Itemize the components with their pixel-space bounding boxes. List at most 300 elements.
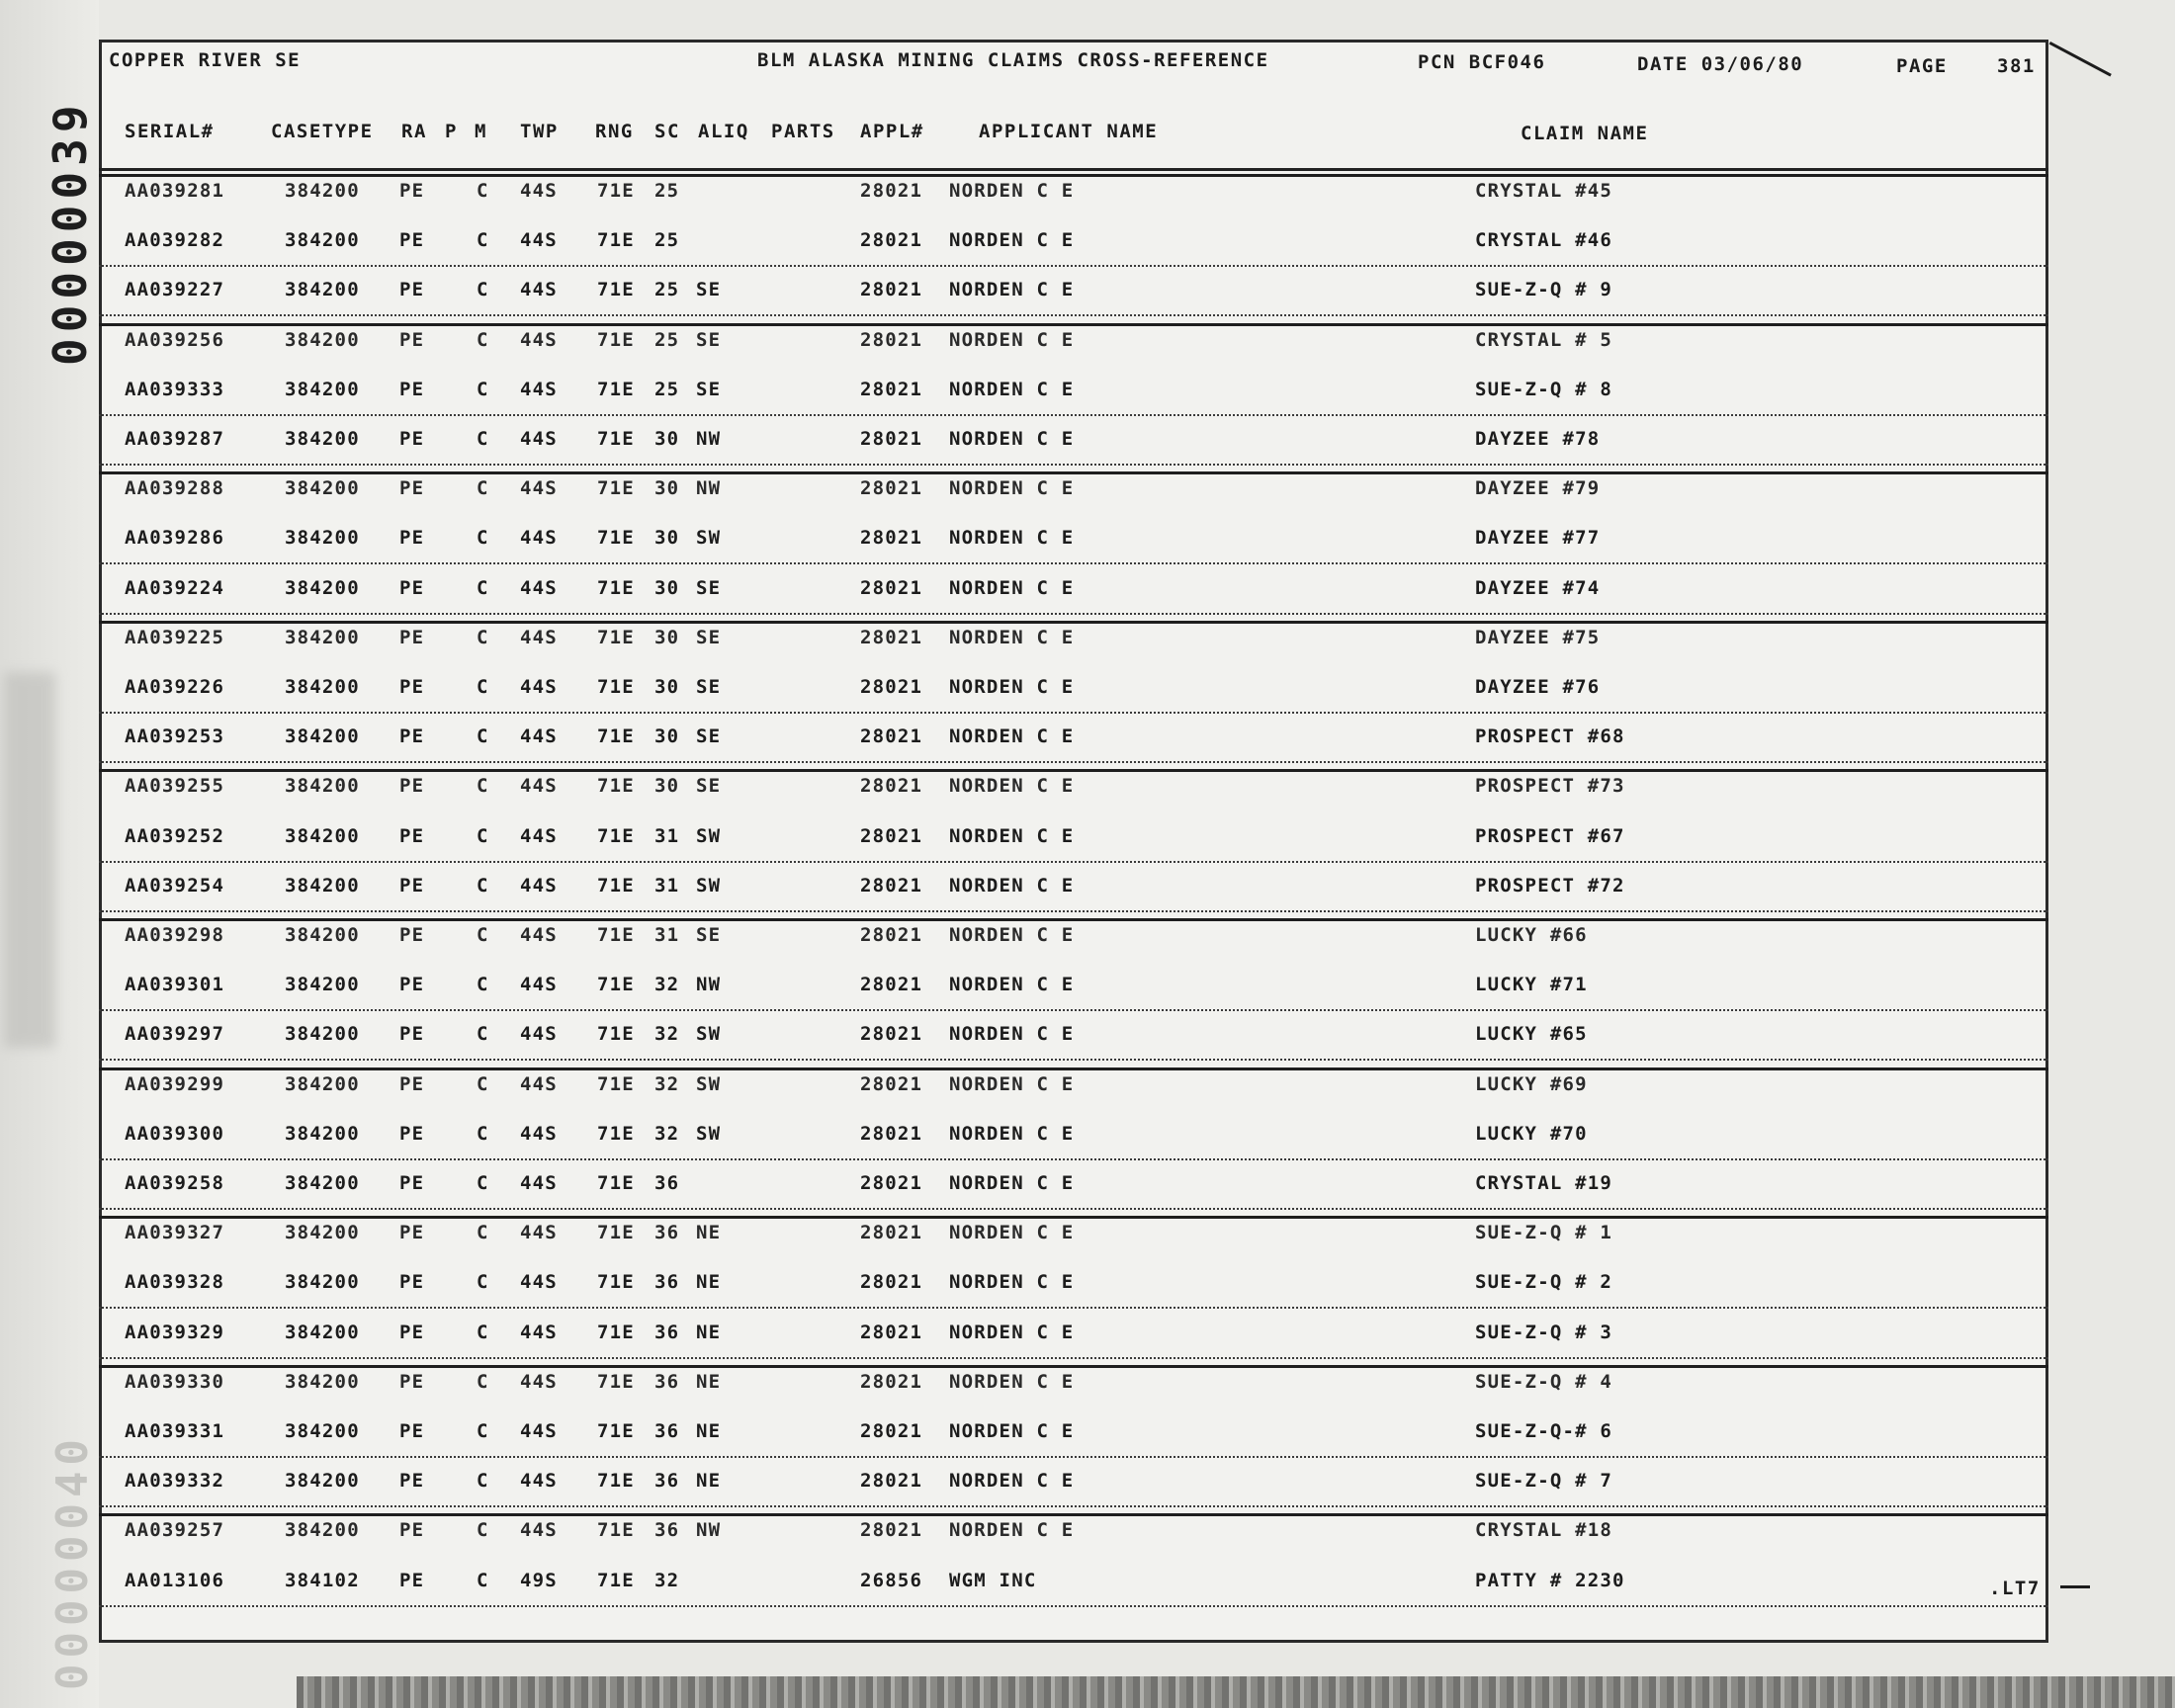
casetype-cell: 384200 (285, 328, 360, 351)
aliq-cell: SE (696, 924, 722, 946)
serial-cell: AA039256 (125, 328, 225, 351)
sc-cell: 30 (654, 428, 680, 450)
rng-cell: 71E (597, 1470, 635, 1493)
casetype-cell: 384200 (285, 1222, 360, 1244)
twp-cell: 44S (520, 1172, 558, 1194)
aliq-cell: SW (696, 824, 722, 847)
m-cell: C (477, 1023, 489, 1046)
claim-name-cell: DAYZEE #77 (1475, 527, 1601, 550)
serial-cell: AA039288 (125, 477, 225, 500)
applicant-name-cell: NORDEN C E (949, 626, 1075, 648)
applicant-name-cell: NORDEN C E (949, 1470, 1075, 1493)
sc-cell: 30 (654, 676, 680, 698)
twp-cell: 44S (520, 428, 558, 450)
appl-cell: 28021 (860, 1420, 923, 1442)
rng-cell: 71E (597, 1321, 635, 1343)
twp-cell: 44S (520, 924, 558, 946)
m-cell: C (477, 775, 489, 798)
serial-cell: AA039224 (125, 576, 225, 599)
table-row (99, 1409, 2048, 1458)
ra-cell: PE (399, 1122, 425, 1145)
rng-cell: 71E (597, 1172, 635, 1194)
sc-cell: 25 (654, 229, 680, 252)
twp-cell: 44S (520, 1222, 558, 1244)
claim-name-cell: DAYZEE #79 (1475, 477, 1601, 500)
m-cell: C (477, 576, 489, 599)
casetype-cell: 384200 (285, 576, 360, 599)
m-cell: C (477, 477, 489, 500)
claim-name-cell: LUCKY #70 (1475, 1122, 1588, 1145)
applicant-name-cell: NORDEN C E (949, 527, 1075, 550)
sc-cell: 36 (654, 1420, 680, 1442)
aliq-cell: NE (696, 1321, 722, 1343)
m-cell: C (477, 1321, 489, 1343)
aliq-cell: SW (696, 527, 722, 550)
sc-cell: 25 (654, 180, 680, 202)
twp-cell: 44S (520, 775, 558, 798)
sc-cell: 32 (654, 974, 680, 996)
appl-cell: 28021 (860, 1072, 923, 1095)
m-cell: C (477, 1271, 489, 1294)
serial-cell: AA039333 (125, 378, 225, 400)
aliq-cell: NW (696, 974, 722, 996)
appl-cell: 28021 (860, 1122, 923, 1145)
claim-name-cell: CRYSTAL #45 (1475, 180, 1613, 202)
claim-name-cell: PROSPECT #67 (1475, 824, 1625, 847)
sc-cell: 31 (654, 924, 680, 946)
claim-name-cell: SUE-Z-Q # 3 (1475, 1321, 1613, 1343)
col-applicant-name: APPLICANT NAME (979, 121, 1159, 142)
aliq-cell: SW (696, 1023, 722, 1046)
appl-cell: 28021 (860, 279, 923, 301)
table-row (99, 1160, 2048, 1210)
rng-cell: 71E (597, 775, 635, 798)
m-cell: C (477, 279, 489, 301)
rng-cell: 71E (597, 279, 635, 301)
rng-cell: 71E (597, 1569, 635, 1591)
ra-cell: PE (399, 924, 425, 946)
rng-cell: 71E (597, 824, 635, 847)
m-cell: C (477, 824, 489, 847)
claim-name-cell: DAYZEE #78 (1475, 428, 1601, 450)
m-cell: C (477, 428, 489, 450)
twp-cell: 44S (520, 1321, 558, 1343)
rng-cell: 71E (597, 527, 635, 550)
table-row (99, 714, 2048, 763)
sc-cell: 36 (654, 1222, 680, 1244)
table-row (99, 1062, 2048, 1111)
aliq-cell: NW (696, 1519, 722, 1542)
aliq-cell: SE (696, 328, 722, 351)
m-cell: C (477, 1470, 489, 1493)
applicant-name-cell: NORDEN C E (949, 1271, 1075, 1294)
twp-cell: 44S (520, 527, 558, 550)
casetype-cell: 384200 (285, 775, 360, 798)
casetype-cell: 384200 (285, 1023, 360, 1046)
report-pcn: PCN BCF046 (1418, 51, 1546, 73)
serial-cell: AA039258 (125, 1172, 225, 1194)
serial-cell: AA039331 (125, 1420, 225, 1442)
table-row (99, 1259, 2048, 1309)
casetype-cell: 384200 (285, 1470, 360, 1493)
ra-cell: PE (399, 180, 425, 202)
sc-cell: 31 (654, 824, 680, 847)
table-row (99, 763, 2048, 812)
appl-cell: 28021 (860, 576, 923, 599)
twp-cell: 44S (520, 279, 558, 301)
appl-cell: 28021 (860, 477, 923, 500)
applicant-name-cell: NORDEN C E (949, 378, 1075, 400)
applicant-name-cell: NORDEN C E (949, 328, 1075, 351)
appl-cell: 28021 (860, 1470, 923, 1493)
applicant-name-cell: NORDEN C E (949, 1222, 1075, 1244)
claim-name-cell: PROSPECT #68 (1475, 726, 1625, 748)
rng-cell: 71E (597, 924, 635, 946)
twp-cell: 44S (520, 1023, 558, 1046)
appl-cell: 28021 (860, 527, 923, 550)
casetype-cell: 384200 (285, 1122, 360, 1145)
table-row (99, 1507, 2048, 1557)
table-row (99, 664, 2048, 714)
twp-cell: 44S (520, 974, 558, 996)
sc-cell: 30 (654, 726, 680, 748)
rng-cell: 71E (597, 1122, 635, 1145)
table-row (99, 1011, 2048, 1061)
m-cell: C (477, 726, 489, 748)
serial-cell: AA039257 (125, 1519, 225, 1542)
m-cell: C (477, 1370, 489, 1393)
casetype-cell: 384200 (285, 428, 360, 450)
table-row (99, 863, 2048, 912)
claim-name-cell: CRYSTAL #18 (1475, 1519, 1613, 1542)
twp-cell: 44S (520, 1519, 558, 1542)
ra-cell: PE (399, 428, 425, 450)
claim-name-cell: SUE-Z-Q # 7 (1475, 1470, 1613, 1493)
appl-cell: 28021 (860, 229, 923, 252)
ra-cell: PE (399, 1420, 425, 1442)
m-cell: C (477, 328, 489, 351)
aliq-cell: NW (696, 477, 722, 500)
page-label: PAGE (1896, 55, 1948, 77)
margin-dash (2060, 1585, 2090, 1588)
m-cell: C (477, 1122, 489, 1145)
claim-name-cell: PATTY # 2230 (1475, 1569, 1625, 1591)
casetype-cell: 384102 (285, 1569, 360, 1591)
rng-cell: 71E (597, 874, 635, 897)
ra-cell: PE (399, 1023, 425, 1046)
col-casetype: CASETYPE (271, 121, 374, 142)
sc-cell: 30 (654, 626, 680, 648)
table-row (99, 317, 2048, 367)
ra-cell: PE (399, 1321, 425, 1343)
ra-cell: PE (399, 477, 425, 500)
appl-cell: 28021 (860, 726, 923, 748)
sc-cell: 25 (654, 378, 680, 400)
twp-cell: 44S (520, 328, 558, 351)
col-rng: RNG (595, 121, 634, 142)
m-cell: C (477, 924, 489, 946)
applicant-name-cell: NORDEN C E (949, 1519, 1075, 1542)
casetype-cell: 384200 (285, 1519, 360, 1542)
m-cell: C (477, 1172, 489, 1194)
ra-cell: PE (399, 1470, 425, 1493)
claim-name-cell: LUCKY #66 (1475, 924, 1588, 946)
table-row (99, 267, 2048, 316)
serial-cell: AA013106 (125, 1569, 225, 1591)
casetype-cell: 384200 (285, 378, 360, 400)
table-row (99, 367, 2048, 416)
rng-cell: 71E (597, 726, 635, 748)
twp-cell: 44S (520, 180, 558, 202)
col-p: P (445, 121, 458, 142)
applicant-name-cell: NORDEN C E (949, 428, 1075, 450)
aliq-cell: SE (696, 775, 722, 798)
table-row (99, 615, 2048, 664)
applicant-name-cell: NORDEN C E (949, 1420, 1075, 1442)
appl-cell: 28021 (860, 1519, 923, 1542)
table-row (99, 1558, 2048, 1607)
appl-cell: 28021 (860, 378, 923, 400)
serial-cell: AA039227 (125, 279, 225, 301)
serial-cell: AA039301 (125, 974, 225, 996)
serial-cell: AA039300 (125, 1122, 225, 1145)
ra-cell: PE (399, 676, 425, 698)
side-stamp-bottom: 00000040 (47, 1433, 98, 1690)
rng-cell: 71E (597, 477, 635, 500)
appl-cell: 28021 (860, 180, 923, 202)
table-row (99, 217, 2048, 267)
sc-cell: 36 (654, 1172, 680, 1194)
sc-cell: 25 (654, 279, 680, 301)
aliq-cell: NE (696, 1470, 722, 1493)
serial-cell: AA039225 (125, 626, 225, 648)
aliq-cell: SW (696, 1122, 722, 1145)
casetype-cell: 384200 (285, 924, 360, 946)
m-cell: C (477, 229, 489, 252)
ra-cell: PE (399, 576, 425, 599)
ra-cell: PE (399, 775, 425, 798)
serial-cell: AA039330 (125, 1370, 225, 1393)
casetype-cell: 384200 (285, 1172, 360, 1194)
aliq-cell: SW (696, 874, 722, 897)
ra-cell: PE (399, 1072, 425, 1095)
rng-cell: 71E (597, 1370, 635, 1393)
aliq-cell: SE (696, 378, 722, 400)
scan-bottom-strip (297, 1676, 2175, 1708)
aliq-cell: NE (696, 1222, 722, 1244)
serial-cell: AA039286 (125, 527, 225, 550)
applicant-name-cell: NORDEN C E (949, 1122, 1075, 1145)
claim-name-cell: CRYSTAL #46 (1475, 229, 1613, 252)
twp-cell: 44S (520, 1370, 558, 1393)
ra-cell: PE (399, 1370, 425, 1393)
serial-cell: AA039332 (125, 1470, 225, 1493)
ra-cell: PE (399, 279, 425, 301)
casetype-cell: 384200 (285, 1321, 360, 1343)
table-row (99, 416, 2048, 466)
ra-cell: PE (399, 1519, 425, 1542)
m-cell: C (477, 1569, 489, 1591)
appl-cell: 28021 (860, 824, 923, 847)
casetype-cell: 384200 (285, 527, 360, 550)
sc-cell: 36 (654, 1470, 680, 1493)
appl-cell: 28021 (860, 1023, 923, 1046)
applicant-name-cell: NORDEN C E (949, 824, 1075, 847)
ra-cell: PE (399, 626, 425, 648)
casetype-cell: 384200 (285, 229, 360, 252)
rng-cell: 71E (597, 1023, 635, 1046)
sc-cell: 31 (654, 874, 680, 897)
serial-cell: AA039329 (125, 1321, 225, 1343)
rng-cell: 71E (597, 1072, 635, 1095)
twp-cell: 44S (520, 378, 558, 400)
applicant-name-cell: NORDEN C E (949, 1072, 1075, 1095)
ra-cell: PE (399, 229, 425, 252)
appl-cell: 26856 (860, 1569, 923, 1591)
serial-cell: AA039253 (125, 726, 225, 748)
sc-cell: 32 (654, 1072, 680, 1095)
appl-cell: 28021 (860, 874, 923, 897)
twp-cell: 44S (520, 1271, 558, 1294)
applicant-name-cell: NORDEN C E (949, 576, 1075, 599)
serial-cell: AA039226 (125, 676, 225, 698)
serial-cell: AA039327 (125, 1222, 225, 1244)
claim-name-cell: DAYZEE #76 (1475, 676, 1601, 698)
appl-cell: 28021 (860, 626, 923, 648)
casetype-cell: 384200 (285, 974, 360, 996)
rng-cell: 71E (597, 229, 635, 252)
sc-cell: 32 (654, 1569, 680, 1591)
appl-cell: 28021 (860, 924, 923, 946)
col-sc: SC (654, 121, 680, 142)
ra-cell: PE (399, 1222, 425, 1244)
aliq-cell: SE (696, 676, 722, 698)
page-number: 381 (1997, 55, 2036, 77)
sc-cell: 36 (654, 1271, 680, 1294)
m-cell: C (477, 1420, 489, 1442)
table-row (99, 1458, 2048, 1507)
appl-cell: 28021 (860, 1370, 923, 1393)
col-claim-name: CLAIM NAME (1521, 123, 1649, 144)
casetype-cell: 384200 (285, 874, 360, 897)
twp-cell: 44S (520, 874, 558, 897)
applicant-name-cell: NORDEN C E (949, 874, 1075, 897)
col-twp: TWP (520, 121, 559, 142)
appl-cell: 28021 (860, 428, 923, 450)
casetype-cell: 384200 (285, 1072, 360, 1095)
claim-name-cell: SUE-Z-Q # 8 (1475, 378, 1613, 400)
rng-cell: 71E (597, 626, 635, 648)
corner-mark (2049, 42, 2112, 77)
applicant-name-cell: NORDEN C E (949, 775, 1075, 798)
applicant-name-cell: NORDEN C E (949, 229, 1075, 252)
ra-cell: PE (399, 1172, 425, 1194)
col-ra: RA (401, 121, 427, 142)
aliq-cell: NE (696, 1420, 722, 1442)
twp-cell: 44S (520, 676, 558, 698)
rng-cell: 71E (597, 180, 635, 202)
aliq-cell: SW (696, 1072, 722, 1095)
sc-cell: 25 (654, 328, 680, 351)
claim-name-cell: LUCKY #69 (1475, 1072, 1588, 1095)
sc-cell: 36 (654, 1370, 680, 1393)
table-row (99, 466, 2048, 515)
applicant-name-cell: NORDEN C E (949, 676, 1075, 698)
applicant-name-cell: NORDEN C E (949, 1321, 1075, 1343)
m-cell: C (477, 378, 489, 400)
appl-cell: 28021 (860, 1172, 923, 1194)
serial-cell: AA039299 (125, 1072, 225, 1095)
m-cell: C (477, 1222, 489, 1244)
m-cell: C (477, 527, 489, 550)
appl-cell: 28021 (860, 974, 923, 996)
col-appl: APPL# (860, 121, 924, 142)
appl-cell: 28021 (860, 328, 923, 351)
serial-cell: AA039282 (125, 229, 225, 252)
rng-cell: 71E (597, 1420, 635, 1442)
ra-cell: PE (399, 974, 425, 996)
casetype-cell: 384200 (285, 477, 360, 500)
rng-cell: 71E (597, 974, 635, 996)
twp-cell: 44S (520, 626, 558, 648)
sc-cell: 30 (654, 576, 680, 599)
casetype-cell: 384200 (285, 676, 360, 698)
applicant-name-cell: NORDEN C E (949, 1023, 1075, 1046)
m-cell: C (477, 1519, 489, 1542)
claim-name-cell: LUCKY #71 (1475, 974, 1588, 996)
aliq-cell: SE (696, 279, 722, 301)
claim-name-cell: LUCKY #65 (1475, 1023, 1588, 1046)
casetype-cell: 384200 (285, 1370, 360, 1393)
table-row (99, 1111, 2048, 1160)
claim-name-cell: PROSPECT #72 (1475, 874, 1625, 897)
appl-cell: 28021 (860, 775, 923, 798)
twp-cell: 44S (520, 824, 558, 847)
casetype-cell: 384200 (285, 1420, 360, 1442)
ra-cell: PE (399, 328, 425, 351)
sc-cell: 30 (654, 775, 680, 798)
table-row (99, 1210, 2048, 1259)
table-row (99, 813, 2048, 863)
appl-cell: 28021 (860, 1321, 923, 1343)
casetype-cell: 384200 (285, 824, 360, 847)
twp-cell: 44S (520, 1420, 558, 1442)
claim-name-cell: DAYZEE #74 (1475, 576, 1601, 599)
rng-cell: 71E (597, 328, 635, 351)
twp-cell: 44S (520, 726, 558, 748)
m-cell: C (477, 676, 489, 698)
applicant-name-cell: NORDEN C E (949, 180, 1075, 202)
report-date: DATE 03/06/80 (1637, 53, 1804, 75)
serial-cell: AA039298 (125, 924, 225, 946)
claim-name-cell: SUE-Z-Q # 1 (1475, 1222, 1613, 1244)
applicant-name-cell: NORDEN C E (949, 924, 1075, 946)
m-cell: C (477, 626, 489, 648)
table-row (99, 912, 2048, 962)
applicant-name-cell: NORDEN C E (949, 477, 1075, 500)
casetype-cell: 384200 (285, 626, 360, 648)
applicant-name-cell: WGM INC (949, 1569, 1037, 1591)
m-cell: C (477, 180, 489, 202)
report-region: COPPER RIVER SE (109, 49, 302, 71)
sc-cell: 32 (654, 1122, 680, 1145)
rng-cell: 71E (597, 576, 635, 599)
sc-cell: 36 (654, 1321, 680, 1343)
col-aliq: ALIQ (698, 121, 749, 142)
m-cell: C (477, 1072, 489, 1095)
appl-cell: 28021 (860, 1271, 923, 1294)
serial-cell: AA039328 (125, 1271, 225, 1294)
